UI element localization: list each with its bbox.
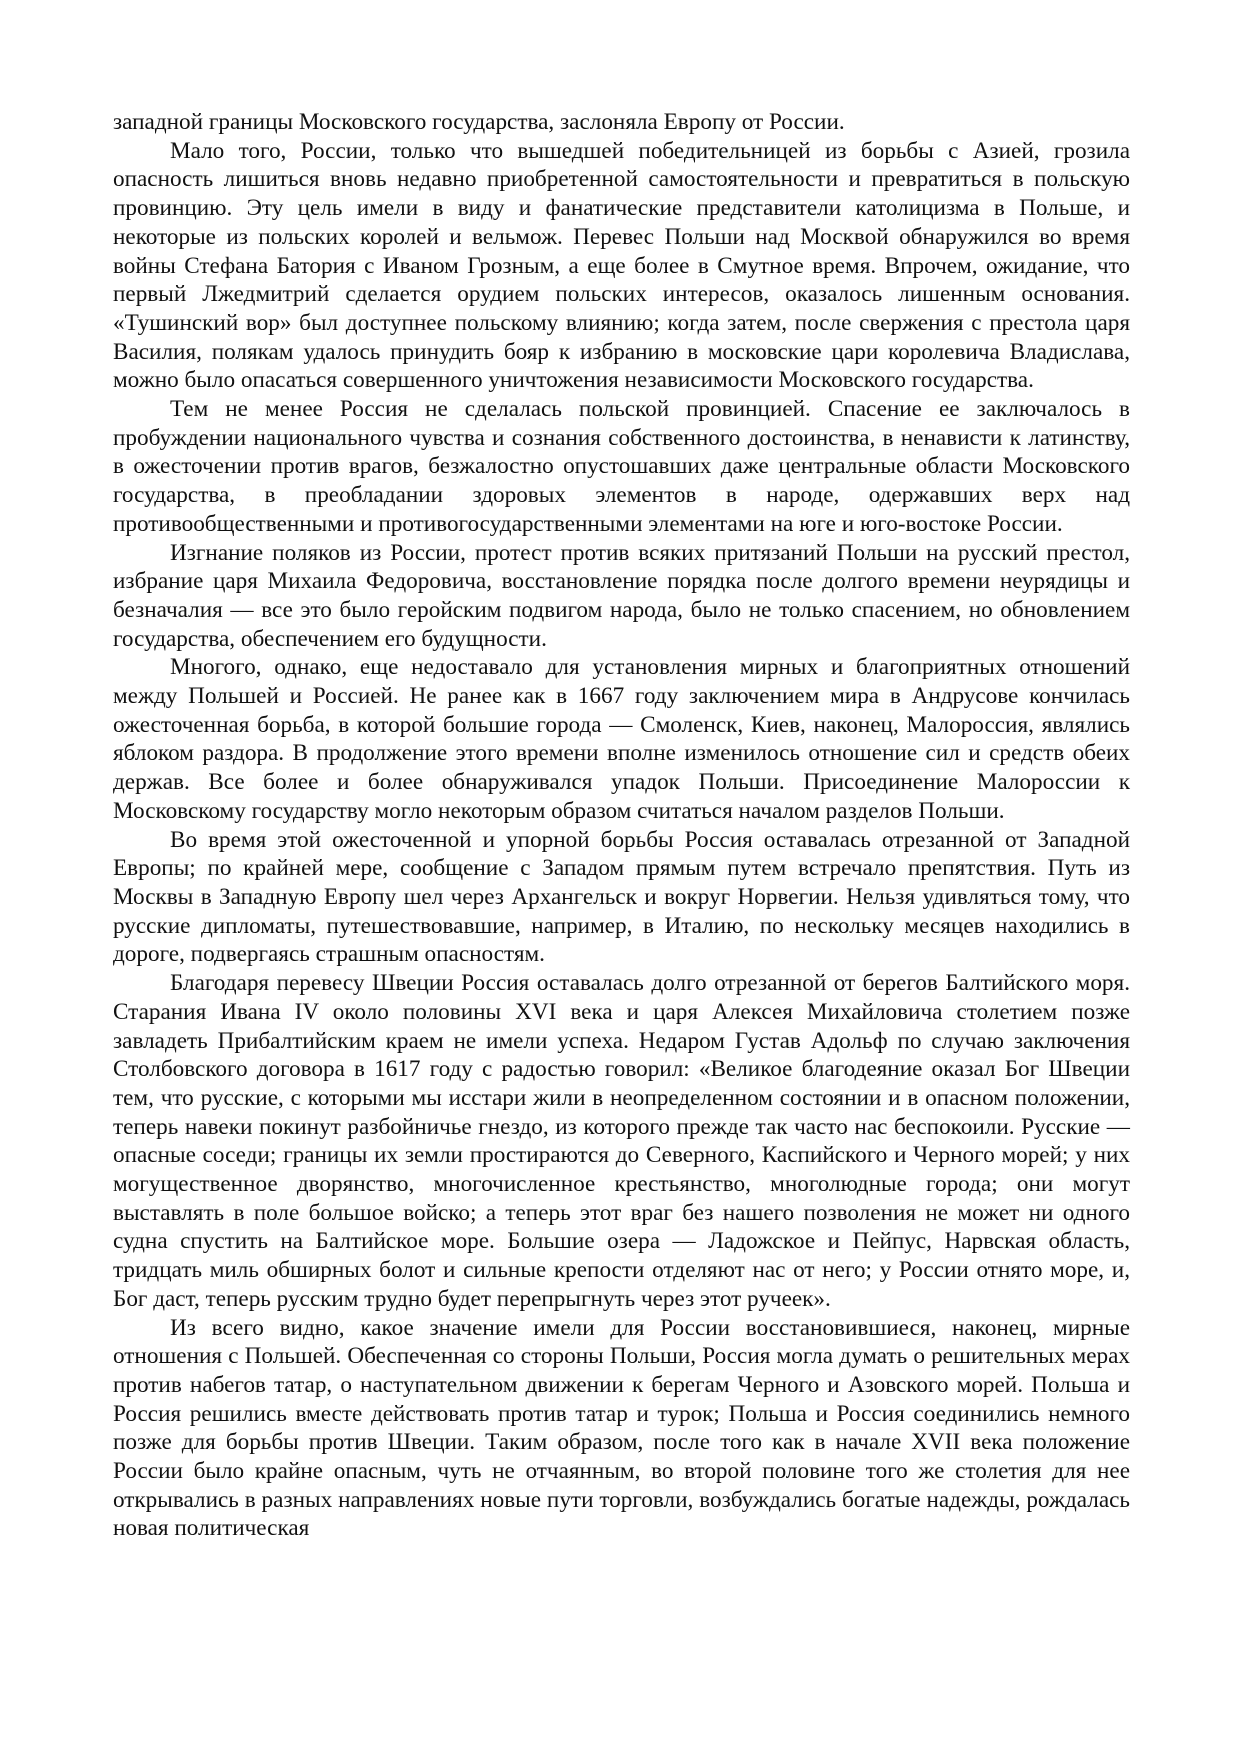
- paragraph: Мало того, России, только что вышедшей победительницей из борьбы с Азией, грозила опасность лишиться вновь недавно приобретенной самостоятельности и превратиться в польскую провинцию. Эту цель имели в виду и фанатические представители католицизма в Польше, и некоторые из польских королей и вельмож. Перевес Польши над Москвой обнаружился во время войны Стефана Батория с Иваном Грозным, а еще более в Смутное время. Впрочем, ожидание, что первый Лжедмитрий сделается орудием польских интересов, оказалось лишенным основания. «Тушинский вор» был доступнее польскому влиянию; когда затем, после свержения с престола царя Василия, полякам удалось принудить бояр к избранию в московские цари королевича Владислава, можно было опасаться совершенного уничтожения независимости Московского государства.: [113, 137, 1130, 394]
- paragraph-continuation: западной границы Московского государства, заслоняла Европу от России.: [113, 109, 845, 135]
- paragraph-last: Из всего видно, какое значение имели для России восстановившиеся, наконец, мирные отношения с Польшей. Обеспеченная со стороны Польши, Россия могла думать о решительных мерах против набегов татар, о наступательном движении к берегам Черного и Азовского морей. Польша и Россия решились вместе действовать против татар и турок; Польша и Россия соединились немного позже для борьбы против Швеции. Таким образом, после того как в начале XVII века положение России было крайне опасным, чуть не отчаянным, во второй половине того же столетия для нее открывались в разных направлениях новые пути торговли, возбуждались богатые надежды, рождалась новая политическая: [113, 1314, 1130, 1542]
- paragraph: Изгнание поляков из России, протест против всяких притязаний Польши на русский престол, избрание царя Михаила Федоровича, восстановление порядка после долгого времени неурядицы и безначалия — все это было геройским подвигом народа, было не только спасением, но обновлением государства, обеспечением его будущности.: [113, 539, 1130, 652]
- document-page: [113, 108, 1130, 1543]
- paragraph: Многого, однако, еще недоставало для установления мирных и благоприятных отношений между Польшей и Россией. Не ранее как в 1667 году заключением мира в Андрусове кончилась ожесточенная борьба, в которой большие города — Смоленск, Киев, наконец, Малороссия, являлись яблоком раздора. В продолжение этого времени вполне изменилось отношение сил и средств обеих держав. Все более и более обнаруживался упадок Польши. Присоединение Малороссии к Московскому государству могло некоторым образом считаться началом разделов Польши.: [113, 654, 1130, 824]
- paragraph: Во время этой ожесточенной и упорной борьбы Россия оставалась отрезанной от Западной Европы; по крайней мере, сообщение с Западом прямым путем встречало препятствия. Путь из Москвы в Западную Европу шел через Архангельск и вокруг Норвегии. Нельзя удивляться тому, что русские дипломаты, путешествовавшие, например, в Италию, по нескольку месяцев находились в дороге, подвергаясь страшным опасностям.: [113, 826, 1130, 968]
- paragraph: Тем не менее Россия не сделалась польской провинцией. Спасение ее заключалось в пробуждении национального чувства и сознания собственного достоинства, в ненависти к латинству, в ожесточении против врагов, безжалостно опустошавших даже центральные области Московского государства, в преобладании здоровых элементов в народе, одержавших верх над противообщественными и противогосударственными элементами на юге и юго-востоке России.: [113, 396, 1130, 537]
- paragraph: Благодаря перевесу Швеции Россия оставалась долго отрезанной от берегов Балтийского моря. Старания Ивана IV около половины XVI века и царя Алексея Михайловича столетием позже завладеть Прибалтийским краем не имели успеха. Недаром Густав Адольф по случаю заключения Столбовского договора в 1617 году с радостью говорил: «Великое благодеяние оказал Бог Швеции тем, что русские, с которыми мы исстари жили в неопределенном состоянии и в опасном положении, теперь навеки покинут разбойничье гнездо, из которого прежде так часто нас беспокоили. Русские — опасные соседи; границы их земли простираются до Северного, Каспийского и Черного морей; у них могущественное дворянство, многочисленное крестьянство, многолюдные города; они могут выставлять в поле большое войско; а теперь этот враг без нашего позволения не может ни одного судна спустить на Балтийское море. Большие озера — Ладожское и Пейпус, Нарвская область, тридцать миль обширных болот и сильные крепости отделяют нас от него; у России отнято море, и, Бог даст, теперь русским трудно будет перепрыгнуть через этот ручеек».: [113, 970, 1130, 1312]
